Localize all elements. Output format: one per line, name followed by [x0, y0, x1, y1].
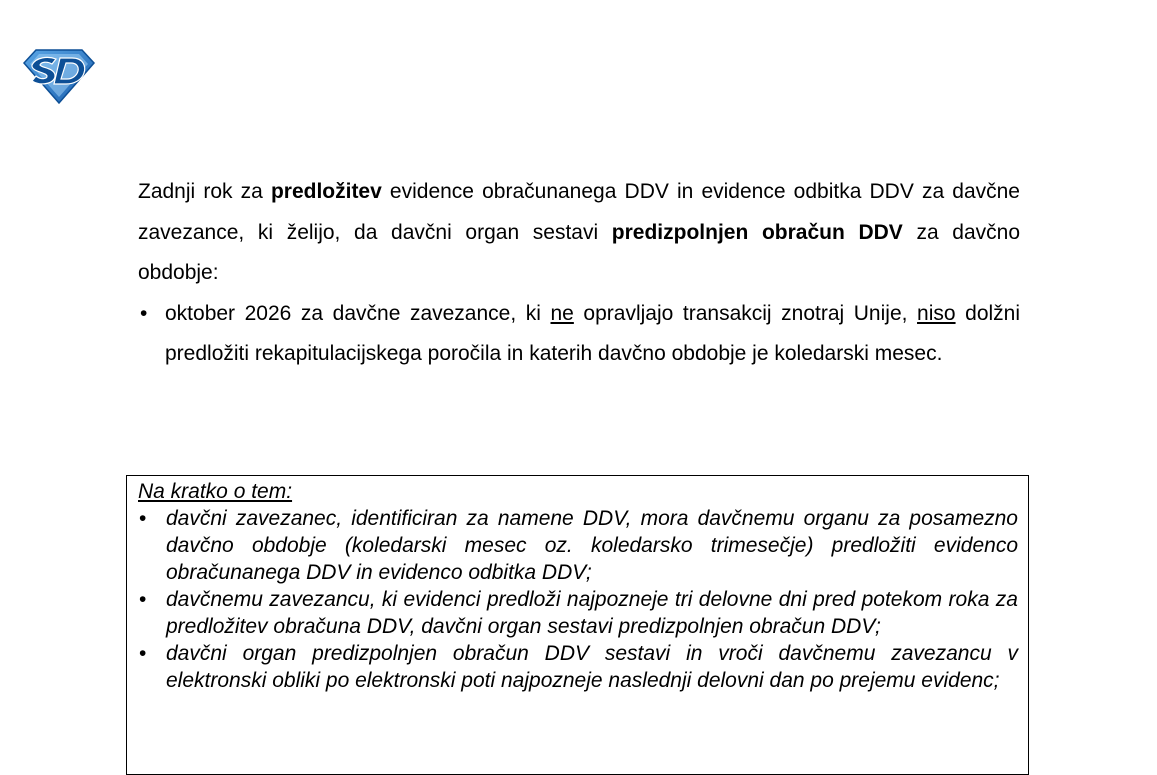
- summary-item-text: davčnemu zavezancu, ki evidenci predloži najpozneje tri delovne dni pred potekom roka za predložitev obračuna DDV, davčni organ sestavi predizpolnjen obračun DDV;: [166, 588, 1018, 638]
- summary-item-text: davčni organ predizpolnjen obračun DDV sestavi in vroči davčnemu zavezancu v elektronski obliki po elektronski poti najpozneje naslednji delovni dan po prejemu evidenc;: [166, 642, 1018, 692]
- bullet1-underline-ne: ne: [550, 301, 574, 325]
- bullet-icon: •: [139, 507, 147, 530]
- summary-list: [138, 505, 1018, 694]
- intro-text-c: evidence obračunanega DDV in evidence odbitka DDV za davčne zavezance, ki želijo, da davčni organ sestavi: [138, 180, 1020, 244]
- intro-paragraph: [138, 172, 1020, 294]
- intro-bold-predizpolnjen: predizpolnjen obračun DDV: [611, 220, 903, 244]
- summary-item-text: davčni zavezanec, identificiran za namene DDV, mora davčnemu organu za posamezno davčno obdobje (koledarski mesec oz. koledarsko trimesečje) predložiti evidenco obračunanega DDV in evidenco odbitka DDV;: [166, 507, 1018, 584]
- list-item: [138, 505, 1018, 586]
- intro-bold-predlozitev: predložitev: [270, 180, 382, 203]
- list-item: [138, 294, 1020, 375]
- bullet-icon: •: [140, 301, 148, 325]
- intro-text-e: za davčno obdobje:: [138, 220, 1020, 284]
- list-item: [138, 640, 1018, 694]
- bullet1-text-e: dolžni predložiti rekapitulacijskega poročila in katerih davčno obdobje je koledarski mesec.: [165, 301, 1021, 365]
- bullet-icon: •: [139, 588, 147, 611]
- bullet1-text-c: opravljajo transakcij znotraj Unije,: [573, 301, 918, 325]
- bullet1-underline-niso: niso: [917, 301, 956, 325]
- deadline-list: [138, 294, 1020, 375]
- main-text: [138, 172, 1020, 375]
- list-item: [138, 586, 1018, 640]
- bullet1-text-a: oktober 2026 za davčne zavezance, ki: [165, 301, 551, 325]
- intro-text-a: Zadnji rok za: [138, 180, 271, 203]
- bullet-icon: •: [139, 642, 147, 665]
- summary-box: [126, 475, 1029, 775]
- shield-logo-icon: [22, 47, 96, 105]
- summary-box-title: Na kratko o tem:: [138, 480, 293, 503]
